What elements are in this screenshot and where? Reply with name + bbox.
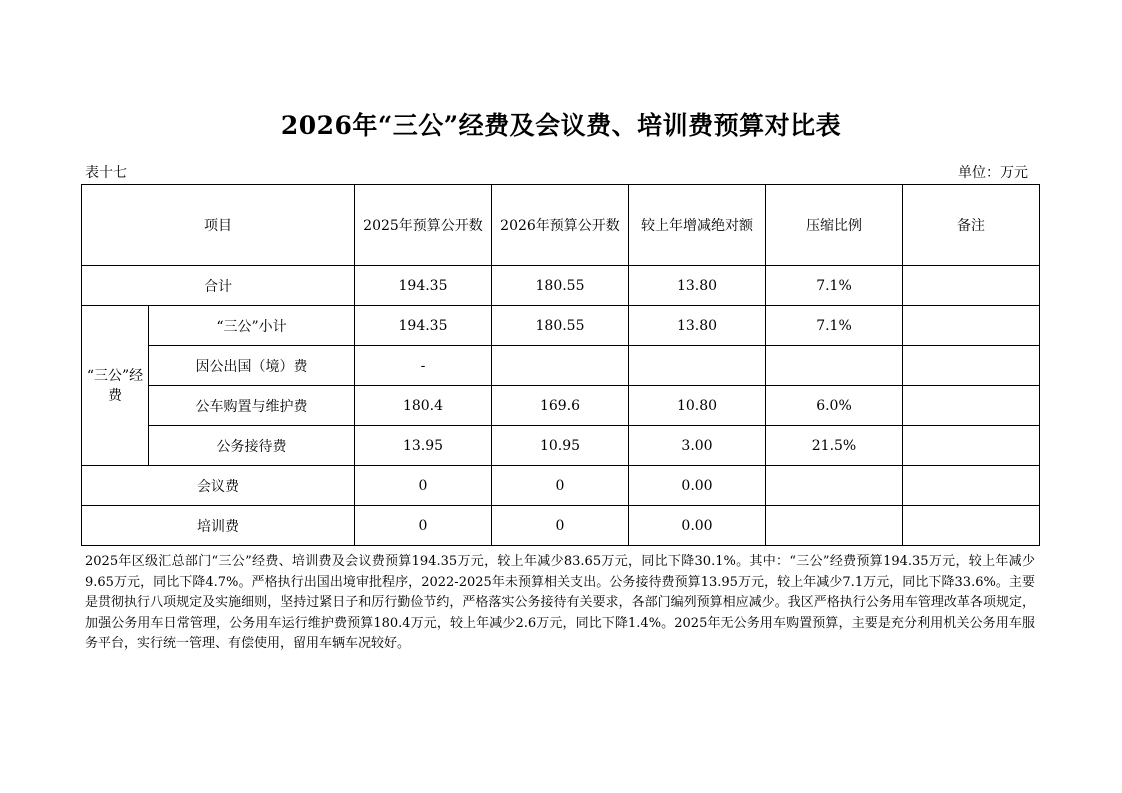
cell-ratio: 6.0%: [766, 386, 903, 426]
cell-note: [903, 506, 1040, 546]
header-reduction-ratio: 压缩比例: [766, 185, 903, 266]
cell-ratio: 7.1%: [766, 266, 903, 306]
header-2026-budget: 2026年预算公开数: [492, 185, 629, 266]
table-row-vehicle: [82, 386, 1040, 426]
cell-2026: 10.95: [492, 426, 629, 466]
cell-2026: [492, 346, 629, 386]
cell-2025: 13.95: [355, 426, 492, 466]
row-label: 培训费: [82, 506, 355, 546]
row-label: 公务接待费: [149, 426, 355, 466]
cell-diff: 0.00: [629, 506, 766, 546]
table-row-total: [82, 266, 1040, 306]
unit-label: 单位：万元: [958, 165, 1028, 181]
table-row-sangong-subtotal: [82, 306, 1040, 346]
table-row-reception: [82, 426, 1040, 466]
header-2025-budget: 2025年预算公开数: [355, 185, 492, 266]
cell-2025: 194.35: [355, 266, 492, 306]
explanation-paragraph: 2025年区级汇总部门“三公”经费、培训费及会议费预算194.35万元，较上年减少83.65万元，同比下降30.1%。其中：“三公”经费预算194.35万元，较上年减少9.65万元，同比下降4.7%。严格执行出国出境审批程序，2022-2025年未预算相关支出。公务接待费预算13.95万元，较上年减少7.1万元，同比下降33.6%。主要是贯彻执行八项规定及实施细则，坚持过紧日子和厉行勤俭节约，严格落实公务接待有关要求，各部门编列预算相应减少。我区严格执行公务用车管理改革各项规定，加强公务用车日常管理，公务用车运行维护费预算180.4万元，较上年减少2.6万元，同比下降1.4%。2025年无公务用车购置预算，主要是充分利用机关公务用车服务平台，实行统一管理、有偿使用，留用车辆车况较好。: [85, 554, 1035, 651]
table-number: 表十七: [85, 165, 127, 181]
cell-note: [903, 386, 1040, 426]
cell-2026: 0: [492, 466, 629, 506]
cell-diff: 0.00: [629, 466, 766, 506]
table-header-row: [82, 185, 1040, 266]
cell-2026: 180.55: [492, 306, 629, 346]
cell-ratio: [766, 466, 903, 506]
cell-diff: 10.80: [629, 386, 766, 426]
cell-diff: 3.00: [629, 426, 766, 466]
header-change-amount: 较上年增减绝对额: [629, 185, 766, 266]
row-label: 因公出国（境）费: [149, 346, 355, 386]
cell-note: [903, 466, 1040, 506]
cell-ratio: 7.1%: [766, 306, 903, 346]
table-row-meeting: [82, 466, 1040, 506]
row-label: 会议费: [82, 466, 355, 506]
cell-diff: 13.80: [629, 306, 766, 346]
table-row-training: [82, 506, 1040, 546]
cell-note: [903, 426, 1040, 466]
page-title: 2026年“三公”经费及会议费、培训费预算对比表: [280, 111, 842, 140]
row-label: “三公”小计: [149, 306, 355, 346]
group-label: “三公”经费: [82, 306, 149, 466]
cell-2025: 180.4: [355, 386, 492, 426]
cell-diff: 13.80: [629, 266, 766, 306]
cell-ratio: [766, 346, 903, 386]
header-item: 项目: [82, 185, 355, 266]
cell-2026: 169.6: [492, 386, 629, 426]
table-row-abroad: [82, 346, 1040, 386]
row-label: 公车购置与维护费: [149, 386, 355, 426]
budget-comparison-table: [81, 184, 1040, 546]
row-label: 合计: [82, 266, 355, 306]
cell-ratio: 21.5%: [766, 426, 903, 466]
cell-ratio: [766, 506, 903, 546]
header-remarks: 备注: [903, 185, 1040, 266]
cell-note: [903, 346, 1040, 386]
cell-2026: 0: [492, 506, 629, 546]
cell-2025: -: [355, 346, 492, 386]
cell-diff: [629, 346, 766, 386]
cell-2025: 0: [355, 466, 492, 506]
cell-2025: 194.35: [355, 306, 492, 346]
cell-note: [903, 306, 1040, 346]
cell-2025: 0: [355, 506, 492, 546]
cell-2026: 180.55: [492, 266, 629, 306]
cell-note: [903, 266, 1040, 306]
